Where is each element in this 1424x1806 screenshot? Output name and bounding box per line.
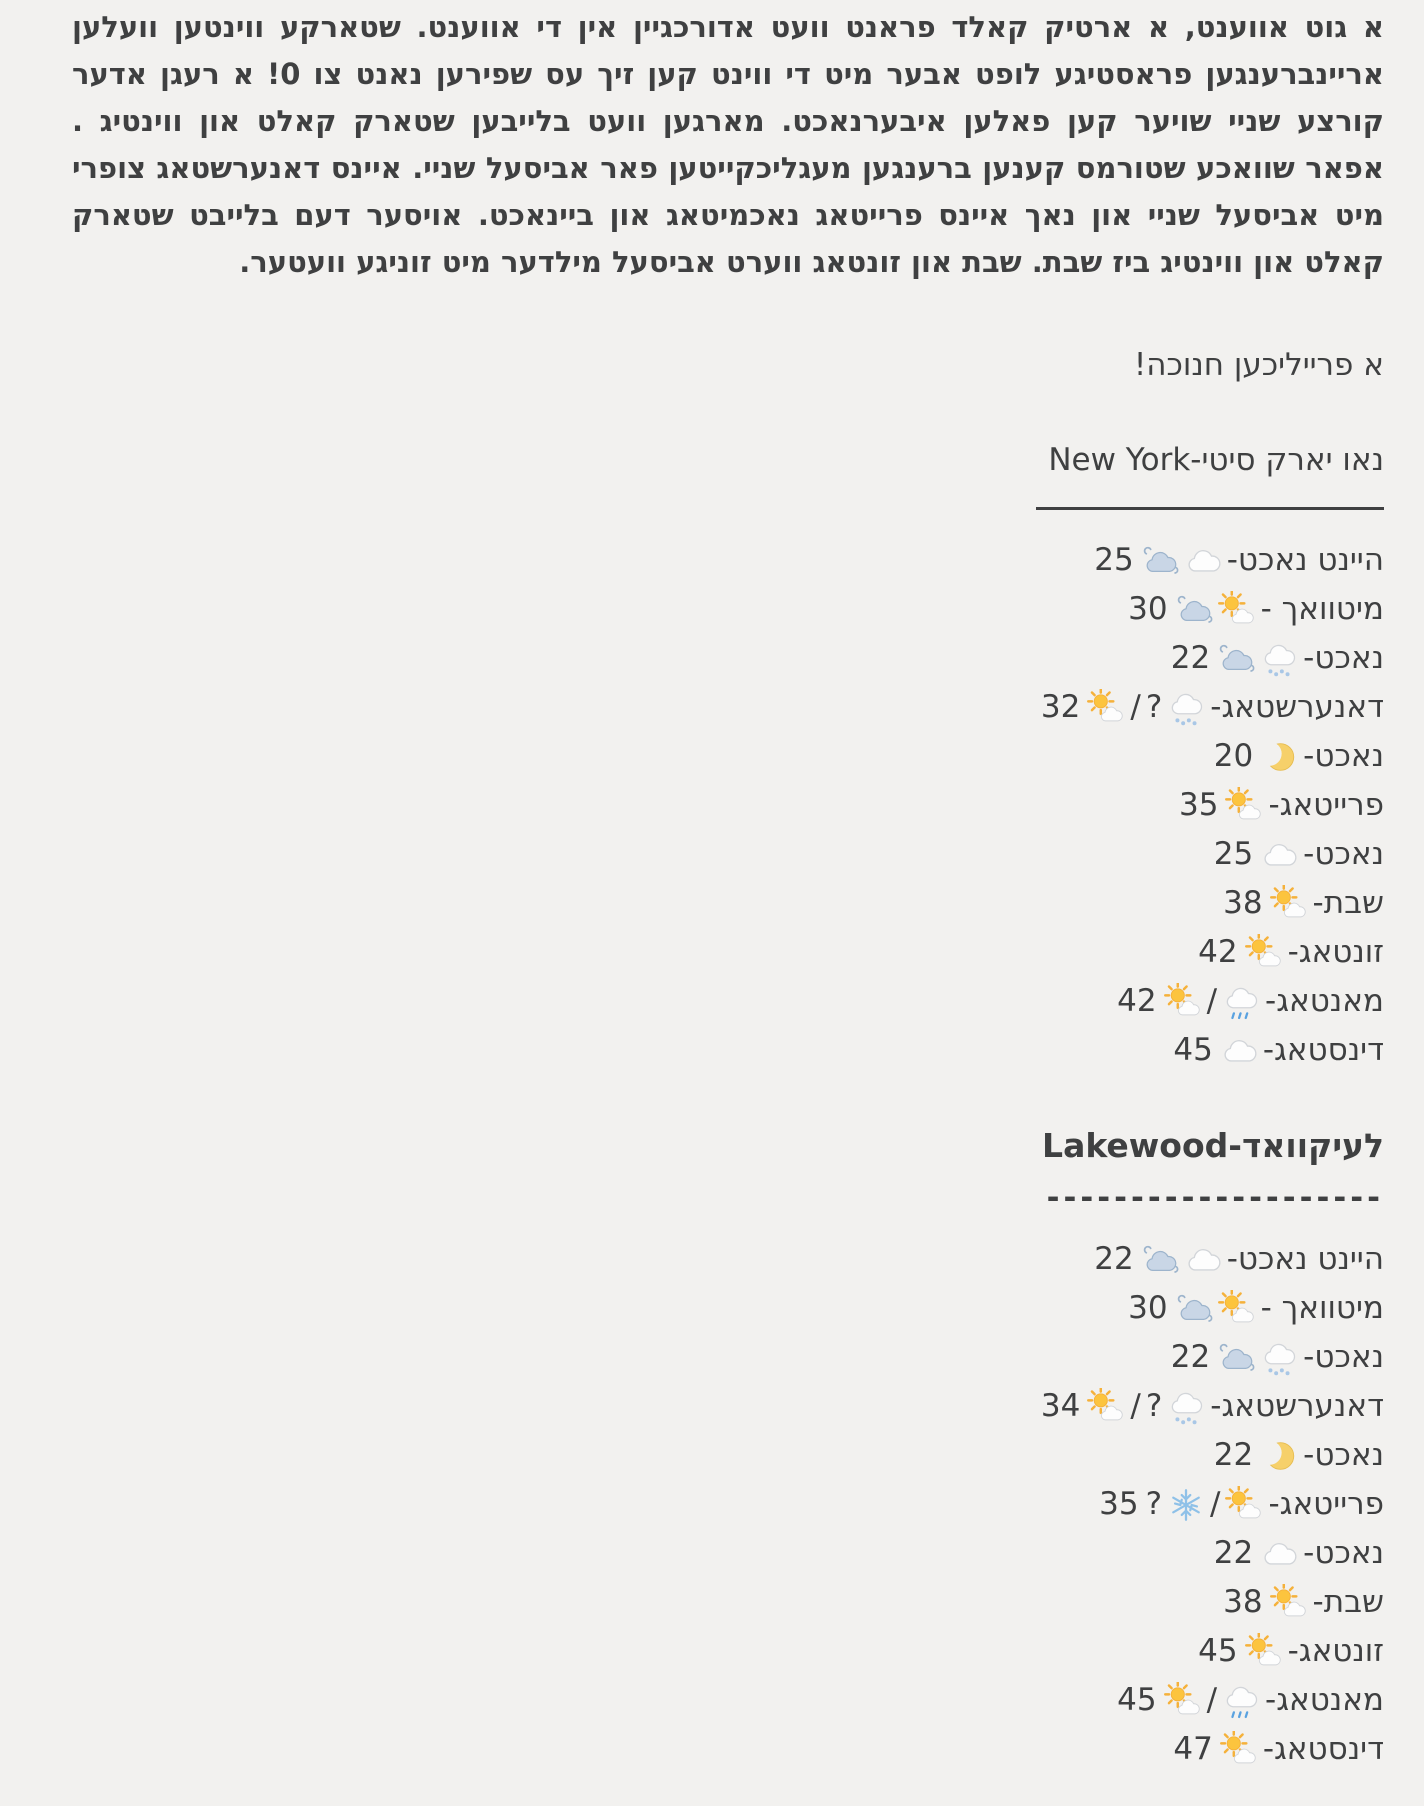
day-label: מאנטאג- <box>1265 1682 1384 1718</box>
crescent-moon-icon <box>1260 1437 1298 1475</box>
day-label: נאכט- <box>1303 1339 1384 1375</box>
temperature-value: 45 <box>1117 1682 1157 1718</box>
forecast-row <box>72 1725 1384 1774</box>
day-label: נאכט- <box>1303 836 1384 872</box>
section-title-lakewood: לעיקוואד-Lakewood <box>1042 1126 1384 1165</box>
day-label: נאכט- <box>1303 738 1384 774</box>
forecast-row <box>72 1676 1384 1725</box>
forecast-row <box>72 1382 1384 1431</box>
day-label: דאנערשטאג- <box>1210 1388 1384 1424</box>
temperature-value: 30 <box>1128 1290 1168 1326</box>
day-label: נאכט- <box>1303 1535 1384 1571</box>
temperature-value: 45 <box>1173 1032 1213 1068</box>
day-label: זונטאג- <box>1287 934 1384 970</box>
slash-separator: / <box>1130 689 1141 725</box>
temperature-value: 32 <box>1040 689 1081 725</box>
uncertainty-mark: ? <box>1145 1388 1163 1424</box>
day-label: דאנערשטאג- <box>1210 689 1384 725</box>
sun-behind-cloud-icon <box>1225 1486 1263 1524</box>
temperature-value: 35 <box>1099 1486 1139 1522</box>
wind-blowing-icon <box>1217 1339 1255 1377</box>
forecast-row <box>72 732 1384 781</box>
sun-behind-cloud-icon <box>1270 885 1308 923</box>
slash-separator: / <box>1130 1388 1141 1424</box>
forecast-row <box>72 879 1384 928</box>
forecast-row <box>72 1333 1384 1382</box>
forecast-row <box>72 585 1384 634</box>
snowflake-icon <box>1167 1486 1205 1524</box>
forecast-row <box>72 1627 1384 1676</box>
cloud-with-rain-icon <box>1222 1682 1260 1720</box>
section-title-new-york: נאו יארק סיטי-New York <box>1048 442 1384 478</box>
cloud-with-snow-icon <box>1260 640 1298 678</box>
day-label: נאכט- <box>1303 640 1384 676</box>
sun-behind-cloud-icon <box>1225 787 1263 825</box>
wind-blowing-icon <box>1175 591 1213 629</box>
temperature-value: 22 <box>1213 1437 1254 1473</box>
forecast-row <box>72 1431 1384 1480</box>
temperature-value: 25 <box>1213 836 1254 872</box>
sun-behind-cloud-icon <box>1245 934 1283 972</box>
forecast-row <box>72 1480 1384 1529</box>
forecast-row <box>72 977 1384 1026</box>
day-label: שבת- <box>1312 885 1384 921</box>
cloud-with-snow-icon <box>1167 1388 1205 1426</box>
wind-blowing-icon <box>1141 542 1179 580</box>
forecast-section-new-york <box>72 435 1384 1075</box>
temperature-value: 20 <box>1213 738 1254 774</box>
section-divider-dashed: -------------------- <box>1046 1180 1384 1216</box>
temperature-value: 35 <box>1179 787 1219 823</box>
sun-behind-cloud-icon <box>1220 1731 1258 1769</box>
temperature-value: 22 <box>1094 1241 1134 1277</box>
uncertainty-mark: ? <box>1145 689 1163 725</box>
sun-behind-cloud-icon <box>1087 689 1125 727</box>
temperature-value: 42 <box>1117 983 1157 1019</box>
temperature-value: 22 <box>1213 1535 1254 1571</box>
greeting-text: א פרייליכען חנוכה! <box>1133 347 1384 383</box>
day-label: דינסטאג- <box>1262 1731 1384 1767</box>
temperature-value: 30 <box>1128 591 1168 627</box>
temperature-value: 22 <box>1170 640 1211 676</box>
crescent-moon-icon <box>1260 738 1298 776</box>
day-label: פרייטאג- <box>1268 1486 1384 1522</box>
temperature-value: 38 <box>1223 1584 1263 1620</box>
wind-blowing-icon <box>1175 1290 1213 1328</box>
sun-behind-cloud-icon <box>1164 1682 1202 1720</box>
temperature-value: 34 <box>1040 1388 1081 1424</box>
forecast-section-lakewood <box>72 1121 1384 1774</box>
temperature-value: 38 <box>1223 885 1263 921</box>
cloud-with-snow-icon <box>1167 689 1205 727</box>
sun-behind-cloud-icon <box>1270 1584 1308 1622</box>
forecast-row <box>72 683 1384 732</box>
cloud-with-snow-icon <box>1260 1339 1298 1377</box>
forecast-sections <box>72 435 1384 1774</box>
forecast-row <box>72 1578 1384 1627</box>
sun-behind-cloud-icon <box>1218 591 1256 629</box>
day-label: זונטאג- <box>1287 1633 1384 1669</box>
forecast-row <box>72 830 1384 879</box>
slash-separator: / <box>1206 1682 1218 1718</box>
section-divider-solid <box>1036 507 1384 510</box>
intro-paragraph: א גוט אווענט, א ארטיק קאלד פראנט וועט אדורכגיין אין די אווענט. שטארקע ווינטען וועלען אריינברענגען פראסטיגע לופט אבער מיט די ווינט קען זיך עס שפירען נאנט צו 0! א רעגן אדער קורצע שניי שויער קען פאלען איבערנאכט. מארגען וועט בלייבען שטארק קאלט און ווינטיג . אפאר שוואכע שטורמס קענען ברענגען מעגליכקייטען פאר אביסעל שניי. איינס דאנערשטאג צופרי מיט אביסעל שניי און נאך איינס פרייטאג נאכמיטאג און ביינאכט. אויסער דעם בלייבט שטארק קאלט און ווינטיג ביז שבת. שבת און זונטאג ווערט אביסעל מילדער מיט זוניגע וועטער. <box>72 10 1385 279</box>
sun-behind-cloud-icon <box>1087 1388 1125 1426</box>
uncertainty-mark: ? <box>1145 1486 1163 1522</box>
forecast-row <box>72 1026 1384 1075</box>
forecast-row <box>72 928 1384 977</box>
temperature-value: 42 <box>1198 934 1238 970</box>
sun-behind-cloud-icon <box>1164 983 1202 1021</box>
day-label: דינסטאג- <box>1262 1032 1384 1068</box>
sun-behind-cloud-icon <box>1245 1633 1283 1671</box>
day-label: מיטוואך - <box>1260 1290 1384 1326</box>
day-label: שבת- <box>1312 1584 1384 1620</box>
day-label: מאנטאג- <box>1265 983 1384 1019</box>
sun-behind-cloud-icon <box>1218 1290 1256 1328</box>
cloud-icon <box>1260 1535 1298 1573</box>
cloud-icon <box>1260 836 1298 874</box>
temperature-value: 45 <box>1198 1633 1238 1669</box>
forecast-row <box>72 781 1384 830</box>
forecast-row <box>72 634 1384 683</box>
temperature-value: 25 <box>1094 542 1134 578</box>
day-label: פרייטאג- <box>1268 787 1384 823</box>
day-label: נאכט- <box>1303 1437 1384 1473</box>
cloud-icon <box>1220 1032 1258 1070</box>
cloud-icon <box>1184 1241 1222 1279</box>
forecast-rows <box>72 536 1384 1075</box>
cloud-icon <box>1184 542 1222 580</box>
forecast-rows <box>72 1235 1384 1774</box>
day-label: מיטוואך - <box>1260 591 1384 627</box>
slash-separator: / <box>1210 1486 1221 1522</box>
forecast-row <box>72 1529 1384 1578</box>
wind-blowing-icon <box>1217 640 1255 678</box>
cloud-with-rain-icon <box>1222 983 1260 1021</box>
forecast-row <box>72 1235 1384 1284</box>
forecast-row <box>72 1284 1384 1333</box>
temperature-value: 22 <box>1170 1339 1211 1375</box>
day-label: היינט נאכט- <box>1226 542 1384 578</box>
temperature-value: 47 <box>1173 1731 1213 1767</box>
forecast-row <box>72 536 1384 585</box>
wind-blowing-icon <box>1141 1241 1179 1279</box>
slash-separator: / <box>1206 983 1218 1019</box>
day-label: היינט נאכט- <box>1226 1241 1384 1277</box>
